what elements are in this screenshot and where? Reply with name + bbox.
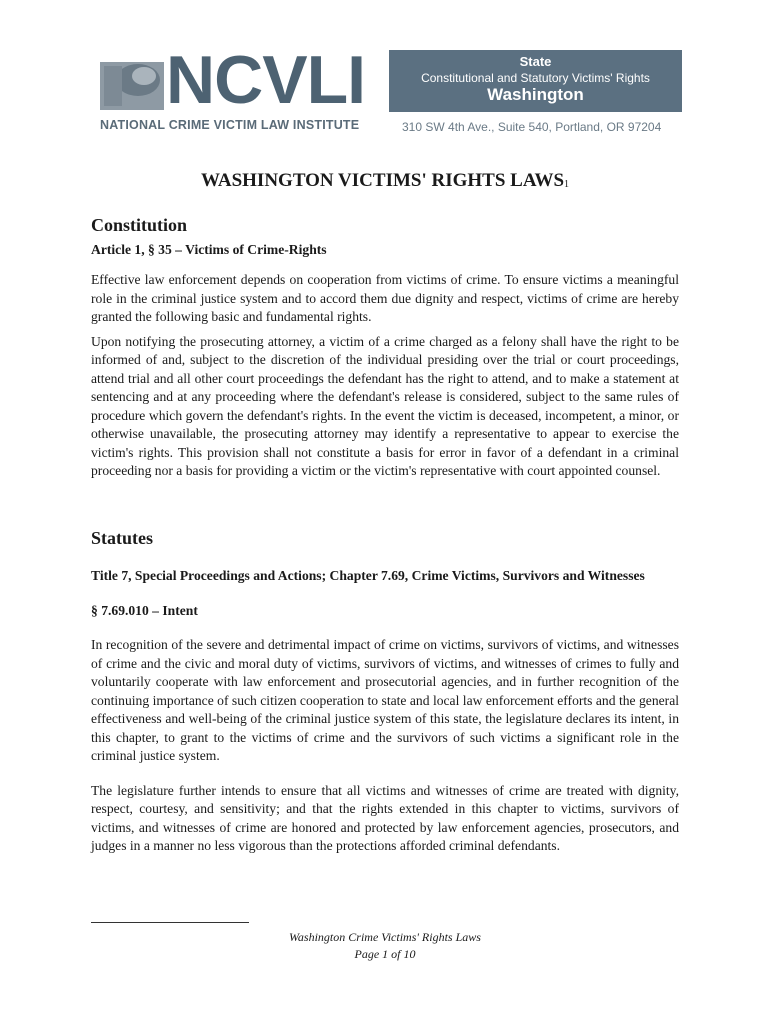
footer-title: Washington Crime Victims' Rights Laws: [289, 930, 481, 944]
constitution-paragraph: Effective law enforcement depends on cooperation from victims of crime. To ensure victims a meaningful role in the criminal justice system and to accord them due dignity and respect, victims of crime are hereby granted the following basic and fundamental rights.: [91, 272, 679, 324]
footnote-divider: [91, 922, 249, 923]
document-title: [0, 170, 770, 192]
state-banner-subtitle: Constitutional and Statutory Victims' Rights: [421, 71, 650, 85]
state-banner-label: State: [519, 54, 552, 69]
organization-address: 310 SW 4th Ave., Suite 540, Portland, OR 97204: [402, 120, 662, 134]
statute-title-heading: Title 7, Special Proceedings and Actions; Chapter 7.69, Crime Victims, Survivors and Witnesses: [91, 568, 645, 583]
statutes-heading: Statutes: [91, 527, 153, 548]
statute-paragraph: In recognition of the severe and detrimental impact of crime on victims, survivors of victims, and witnesses of crime and the civic and moral duty of victims, survivors of victims, and witnesses of crimes to fully and voluntarily cooperate with law enforcement and prosecutorial agencies, and in further recognition of the continuing importance of such citizen cooperation to state and local law enforcement efforts and the general effectiveness and well-being of the criminal justice system of this state, the legislature declares its intent, in this chapter, to grant to the victims of crime and the survivors of such victims a significant role in the criminal justice system.: [91, 637, 679, 763]
organization-name: NATIONAL CRIME VICTIM LAW INSTITUTE: [100, 118, 360, 132]
logo-wordmark: NCVLI: [166, 42, 365, 118]
constitution-heading: Constitution: [91, 215, 188, 235]
document-header: [100, 42, 684, 140]
page-number: Page 1 of 10: [354, 947, 416, 961]
state-banner: [389, 50, 682, 112]
article-heading: Article 1, § 35 – Victims of Crime-Rights: [91, 241, 327, 257]
document-body: [91, 216, 679, 862]
ncvli-emblem-icon: [100, 56, 172, 112]
constitution-paragraph: Upon notifying the prosecuting attorney, a victim of a crime charged as a felony shall have the right to be informed of and, subject to the discretion of the individual presiding over the trial or court proceedings, attend trial and all other court proceedings the defendant has the right to attend, and to make a statement at sentencing and at any proceeding where the defendant's release is considered, subject to the same rules of procedure which govern the defendant's rights. In the event the victim is deceased, incompetent, a minor, or otherwise unavailable, the prosecuting attorney may identify a representative to appear to exercise the victim's rights. This provision shall not constitute a basis for error in favor of a defendant in a criminal proceeding nor a basis for providing a victim or the victim's representative with court appointed counsel.: [91, 333, 679, 478]
document-title-text: WASHINGTON VICTIMS' RIGHTS LAWS: [200, 170, 565, 191]
footnote-marker[interactable]: 1: [564, 179, 570, 190]
state-banner-state: Washington: [487, 85, 584, 104]
section-heading: § 7.69.010 – Intent: [91, 602, 198, 618]
statute-paragraph: The legislature further intends to ensure that all victims and witnesses of crime are treated with dignity, respect, courtesy, and sensitivity; and that the rights extended in this chapter to victims, survivors of victims, and witnesses of crime are honored and protected by law enforcement agencies, prosecutors, and judges in a manner no less vigorous than the protections afforded criminal defendants.: [91, 782, 679, 853]
